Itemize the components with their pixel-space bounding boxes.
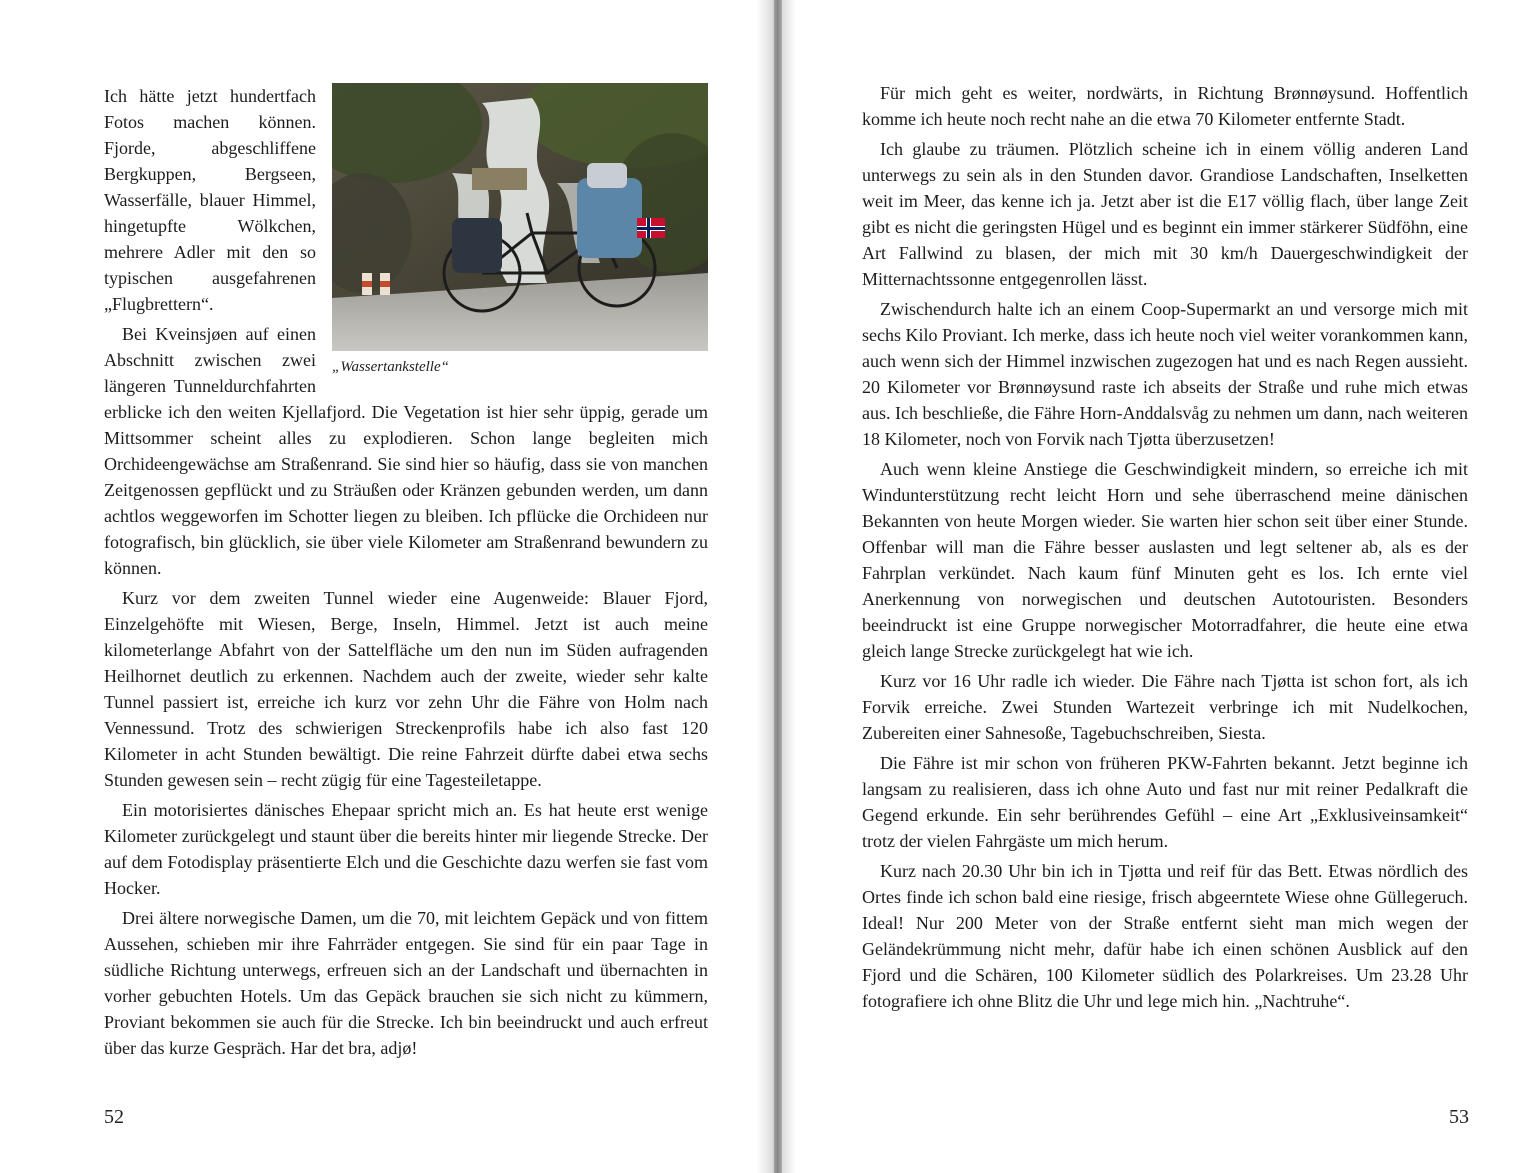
right-paragraph-1: Für mich geht es weiter, nordwärts, in Richtung Brønnøysund. Hoffentlich komme ich heute noch recht nahe an die etwa 70 Kilometer entfernte Stadt. <box>862 83 1468 129</box>
photo-caption: „Wassertankstelle“ <box>332 359 449 375</box>
right-page-body <box>862 80 1468 1014</box>
right-paragraph-7: Kurz nach 20.30 Uhr bin ich in Tjøtta und reif für das Bett. Etwas nördlich des Ortes finde ich schon bald eine riesige, frisch abgeerntete Wiese ohne Güllegeruch. Ideal! Nur 200 Meter von der Straße entfernt sieht man mich wegen der Geländekrümmung nicht mehr, dafür habe ich einen schönen Ausblick auf den Fjord und die Schären, 100 Kilometer südlich des Polarkreises. Um 23.28 Uhr fotografiere ich ohne Blitz die Uhr und lege mich hin. „Nachtruhe“. <box>862 861 1468 1011</box>
right-paragraph-2: Ich glaube zu träumen. Plötzlich scheine ich in einem völlig anderen Land unterwegs zu sein als in den Stunden davor. Grandiose Landschaften, Inselketten weit im Meer, das kenne ich ja. Jetzt aber ist die E17 völlig flach, über lange Zeit gibt es nicht die geringsten Hügel und es beginnt ein immer stärkerer Südföhn, eine Art Fallwind zu blasen, der mich mit 30 km/h Dauergeschwindigkeit der Mitternachtssonne entgegenrollen lässt. <box>862 139 1468 289</box>
left-paragraph-4: Ein motorisiertes dänisches Ehepaar spricht mich an. Es hat heute erst wenige Kilometer zurückgelegt und staunt über die bereits hinter mir liegende Strecke. Der auf dem Fotodisplay präsentierte Elch und die Geschichte dazu werfen sie fast vom Hocker. <box>104 800 708 898</box>
right-paragraph-6: Die Fähre ist mir schon von früheren PKW-Fahrten bekannt. Jetzt beginne ich langsam zu realisieren, dass ich ohne Auto und fast nur mit reiner Pedalkraft die Gegend erkunde. Ein sehr berührendes Gefühl – eine Art „Exklusiveinsamkeit“ trotz der vielen Fahrgäste um mich herum. <box>862 753 1468 851</box>
right-paragraph-4: Auch wenn kleine Anstiege die Geschwindigkeit mindern, so erreiche ich mit Windunterstützung recht leicht Horn und sehe überraschend meine dänischen Bekannten von heute Morgen wieder. Sie warten hier schon seit über einer Stunde. Offenbar will man die Fähre besser auslasten und legt seltener ab, als es der Fahrplan verkündet. Nach kaum fünf Minuten geht es los. Ich ernte viel Anerkennung von norwegischen und deutschen Autotouristen. Besonders beeindruckt ist eine Gruppe norwegischer Motorradfahrer, die heute eine etwa gleich lange Strecke zurückgelegt hat wie ich. <box>862 459 1468 661</box>
bicycle-waterfall-photo <box>332 83 708 351</box>
left-paragraph-3: Kurz vor dem zweiten Tunnel wieder eine Augenweide: Blauer Fjord, Einzelgehöfte mit Wiesen, Berge, Inseln, Himmel. Jetzt ist auch meine kilometerlange Abfahrt von der Sattelfläche um den nun im Süden aufragenden Heilhornet deutlich zu erkennen. Nachdem auch der zweite, wieder sehr kalte Tunnel passiert ist, erreiche ich kurz vor zehn Uhr die Fähre von Holm nach Vennessund. Trotz des schwierigen Streckenprofils habe ich also fast 120 Kilometer in acht Stunden bewältigt. Die reine Fahrzeit dürfte dabei etwa sechs Stunden gewesen sein – recht zügig für eine Tagesteiletappe. <box>104 588 708 790</box>
left-page-body <box>104 83 708 1061</box>
right-paragraph-5: Kurz vor 16 Uhr radle ich wieder. Die Fähre nach Tjøtta ist schon fort, als ich Forvik erreiche. Zwei Stunden Wartezeit verbringe ich mit Nudelkochen, Zubereiten einer Sahnesoße, Tagebuchschreiben, Siesta. <box>862 671 1468 743</box>
photo-figure <box>330 83 708 379</box>
book-gutter-fold <box>774 0 782 1173</box>
page-number-left: 52 <box>104 1106 124 1128</box>
left-paragraph-2: Bei Kveinsjøen auf einen Abschnitt zwischen zwei längeren Tunneldurchfahrten erblicke ich den weiten Kjellafjord. Die Vegetation ist hier sehr üppig, gerade um Mittsommer scheint alles zu explodieren. Schon lange begleiten mich Orchideengewächse am Straßenrand. Sie sind hier so häufig, dass sie von manchen Zeitgenossen gepflückt und zu Sträußen oder Kränzen gebunden werden, um dann achtlos weggeworfen im Schotter liegen zu bleiben. Ich pflücke die Orchideen nur fotografisch, bin glücklich, sie über viele Kilometer am Straßenrand bewundern zu können. <box>104 324 708 578</box>
photo-illustration <box>332 83 708 351</box>
left-paragraph-1: Ich hätte jetzt hundertfach Fotos machen können. Fjorde, abgeschliffene Bergkuppen, Bergseen, Wasserfälle, blauer Himmel, hingetupfte Wölkchen, mehrere Adler mit den so typischen ausgefahrenen „Flugbrettern“. <box>104 86 316 314</box>
left-paragraph-5: Drei ältere norwegische Damen, um die 70, mit leichtem Gepäck und von fittem Aussehen, schieben mir ihre Fahrräder entgegen. Sie sind für ein paar Tage in südliche Richtung unterwegs, erfreuen sich an der Landschaft und übernachten in vorher gebuchten Hotels. Um das Gepäck brauchen sie sich nicht zu kümmern, Proviant bekommen sie auch für die Strecke. Ich bin beeindruckt und auch erfreut über das kurze Gespräch. Har det bra, adjø! <box>104 908 708 1058</box>
page-number-right: 53 <box>1449 1106 1469 1128</box>
right-paragraph-3: Zwischendurch halte ich an einem Coop-Supermarkt an und versorge mich mit sechs Kilo Proviant. Ich merke, dass ich heute noch viel weiter vorankommen kann, auch wenn sich der Himmel inzwischen zugezogen hat und es nach Regen aussieht. 20 Kilometer vor Brønnøysund raste ich abseits der Straße und ruhe mich etwas aus. Ich beschließe, die Fähre Horn-Anddalsvåg zu nehmen um dann, nach weiteren 18 Kilometer, noch von Forvik nach Tjøtta überzusetzen! <box>862 299 1468 449</box>
